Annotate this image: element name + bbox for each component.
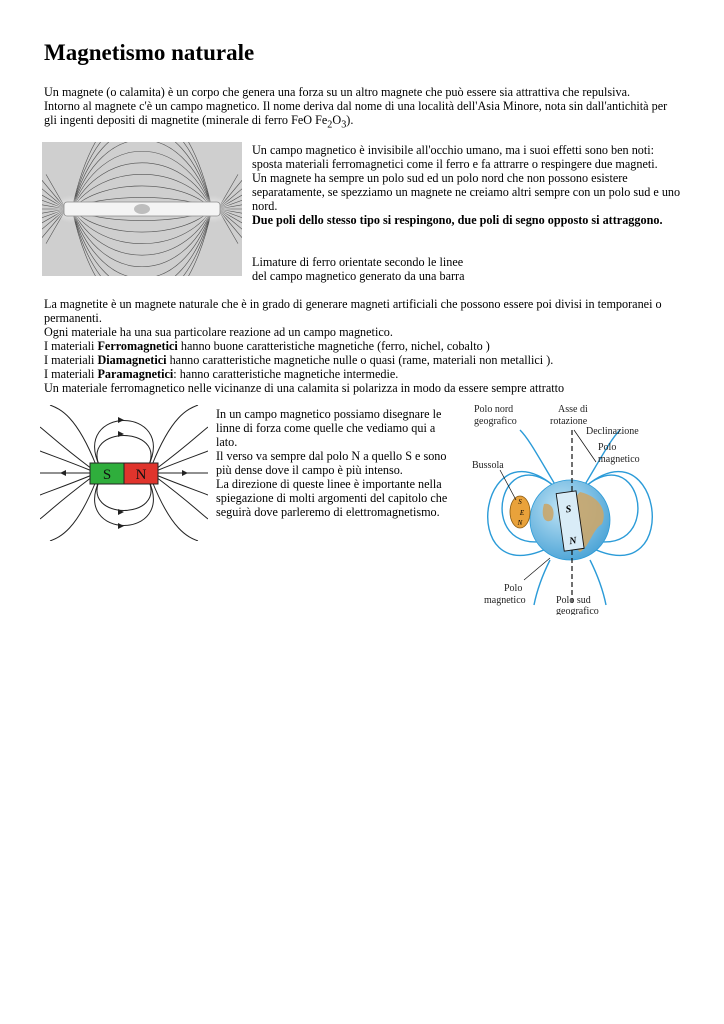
intro-line-3-text: gli ingenti depositi di magnetite (minerale di ferro FeO Fe <box>44 113 328 127</box>
dia-pre: I materiali <box>44 353 98 367</box>
label-polo: Polo <box>598 442 617 453</box>
magnetite-line: La magnetite è un magnete naturale che è in grado di generare magneti artificiali che possono essere poi divisi in temporanei o permanenti. <box>44 297 662 325</box>
label-declinazione: Declinazione <box>586 426 639 437</box>
field-description <box>252 143 682 227</box>
ferromagnetic-line <box>44 339 684 353</box>
intro-paragraph <box>44 85 684 132</box>
label-bussola: Bussola <box>472 460 504 471</box>
attraction-line: Un materiale ferromagnetico nelle vicinanze di una calamita si polarizza in modo da essere sempre attratto <box>44 381 565 395</box>
filings-caption <box>252 255 512 283</box>
materials-intro: Ogni materiale ha una sua particolare reazione ad un campo magnetico. <box>44 325 393 339</box>
field-lines-paragraph <box>216 407 452 519</box>
intro-line-2: Intorno al magnete c'è un campo magnetico. Il nome deriva dal nome di una località dell'Asia Minore, nota sin dall'antichità per <box>44 99 668 113</box>
iron-filings-image <box>42 142 242 276</box>
field-text-3: La direzione di queste linee è importante nella spiegazione di molti argomenti del capitolo che seguirà dove parleremo di elettromagnetismo. <box>216 477 448 519</box>
side-line-3: Un magnete ha sempre un polo sud ed un polo nord che non possono esistere separatamente, se spezziamo un magnete ne creiamo altri sempre con un polo sud e uno nord. <box>252 171 681 213</box>
label-asse: Asse di <box>558 404 588 415</box>
ferro-term: Ferromagnetici <box>97 339 178 353</box>
ferro-post: hanno buone caratteristiche magnetiche (ferro, nichel, cobalto ) <box>177 339 490 353</box>
side-line-2: sposta materiali ferromagnetici come il ferro e fa attrarre o respingere due magneti. <box>252 157 658 171</box>
field-text-1: In un campo magnetico possiamo disegnare le linne di forza come quelle che vediamo qui a lato. <box>216 407 442 449</box>
compass-icon <box>510 496 530 528</box>
compass-s-label: S <box>518 498 522 506</box>
intro-line-3 <box>44 113 684 132</box>
south-label: S <box>102 467 112 483</box>
paramagnetic-line <box>44 367 684 381</box>
earth-magnet-s: S <box>565 503 573 516</box>
label-geografico-2: geografico <box>556 606 599 615</box>
formula-subscript-3: 3 <box>341 119 347 131</box>
bar-magnet-field-diagram <box>40 405 208 541</box>
ferro-pre: I materiali <box>44 339 98 353</box>
para-pre: I materiali <box>44 367 98 381</box>
north-label: N <box>135 467 147 483</box>
poles-rule: Due poli dello stesso tipo si respingono, due poli di segno opposto si attraggono. <box>252 213 663 227</box>
label-magnetico: magnetico <box>598 454 640 465</box>
page-title: Magnetismo naturale <box>44 40 255 65</box>
materials-paragraph <box>44 297 684 395</box>
compass-e-label: E <box>519 509 525 517</box>
label-polo-2: Polo <box>504 583 523 594</box>
earth-magnet-n: N <box>568 535 578 548</box>
formula-subscript-2: 2 <box>327 119 333 131</box>
earth-magnetic-field-diagram <box>440 400 690 615</box>
label-rotazione: rotazione <box>550 416 588 427</box>
intro-line-1: Un magnete (o calamita) è un corpo che genera una forza su un altro magnete che può essere sia attrattiva che repulsiva. <box>44 85 631 99</box>
intro-line-3-end: ). <box>346 113 354 127</box>
label-magnetico-2: magnetico <box>484 595 526 606</box>
dia-term: Diamagnetici <box>97 353 167 367</box>
caption-line-1: Limature di ferro orientate secondo le linee <box>252 255 464 269</box>
label-geografico: geografico <box>474 416 517 427</box>
label-polo-sud: Polo sud <box>556 595 591 606</box>
formula-oxygen: O <box>332 113 342 127</box>
label-polo-nord: Polo nord <box>474 404 514 415</box>
side-line-1: Un campo magnetico è invisibile all'occhio umano, ma i suoi effetti sono ben noti: <box>252 143 655 157</box>
diamagnetic-line <box>44 353 684 367</box>
compass-n-label: N <box>517 519 523 527</box>
field-text-2: Il verso va sempre dal polo N a quello S e sono più dense dove il campo è più intenso. <box>216 449 447 477</box>
dia-post: hanno caratteristiche magnetiche nulle o quasi (rame, materiali non metallici ). <box>166 353 554 367</box>
caption-line-2: del campo magnetico generato da una barra <box>252 269 465 283</box>
para-term: Paramagnetici <box>97 367 174 381</box>
para-post: : hanno caratteristiche magnetiche intermedie. <box>173 367 399 381</box>
